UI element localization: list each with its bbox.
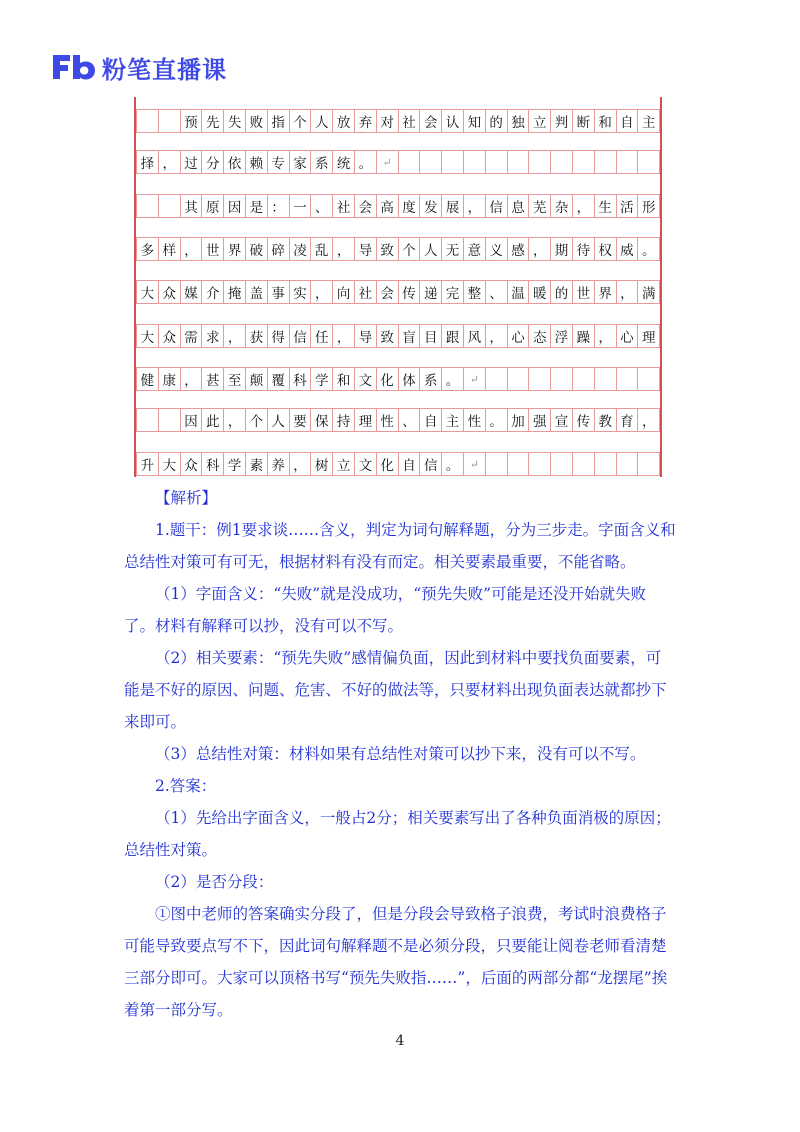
grid-cell	[136, 109, 159, 133]
grid-cell: 众	[180, 452, 203, 476]
grid-cell: 待	[572, 237, 595, 261]
grid-cell: 分	[201, 150, 224, 174]
grid-cell: 预	[180, 109, 203, 133]
fb-logo-icon	[50, 53, 96, 81]
grid-cell: 需	[180, 324, 203, 348]
grid-cell: 温	[507, 280, 530, 304]
grid-cell: 大	[158, 452, 181, 476]
grid-cell: 无	[441, 237, 464, 261]
grid-cell	[463, 150, 486, 174]
grid-cell: 社	[354, 280, 377, 304]
grid-cell: 文	[354, 452, 377, 476]
grid-cell	[616, 452, 639, 476]
grid-cell: 度	[398, 194, 421, 218]
grid-cell: 树	[310, 452, 333, 476]
grid-cell: 赖	[245, 150, 268, 174]
grid-cell	[637, 150, 660, 174]
grid-cell: 求	[201, 324, 224, 348]
grid-row	[136, 109, 660, 133]
analysis-paragraph: （3）总结性对策：材料如果有总结性对策可以抄下来，没有可以不写。	[155, 745, 646, 763]
grid-cell: ，	[289, 452, 312, 476]
grid-cell: 立	[332, 452, 355, 476]
grid-cell: 生	[594, 194, 617, 218]
grid-cell: 学	[223, 452, 246, 476]
grid-cell: ，	[463, 194, 486, 218]
grid-cell: 向	[332, 280, 355, 304]
grid-cell: ，	[572, 194, 595, 218]
grid-cell: 权	[594, 237, 617, 261]
grid-cell: 众	[158, 280, 181, 304]
grid-cell: ，	[180, 237, 203, 261]
grid-cell: 会	[376, 280, 399, 304]
grid-cell: 盖	[245, 280, 268, 304]
grid-cell: 盲	[398, 324, 421, 348]
grid-cell: 态	[528, 324, 551, 348]
grid-cell: 甚	[201, 367, 224, 391]
grid-cell: 致	[376, 324, 399, 348]
grid-cell: 其	[180, 194, 203, 218]
grid-cell: 获	[245, 324, 268, 348]
grid-cell	[594, 452, 617, 476]
grid-cell: ，	[485, 324, 508, 348]
grid-cell	[419, 150, 442, 174]
grid-cell: 信	[419, 452, 442, 476]
grid-cell: 界	[594, 280, 617, 304]
grid-cell: 认	[441, 109, 464, 133]
grid-cell: 体	[398, 367, 421, 391]
grid-cell: 众	[158, 324, 181, 348]
grid-cell: 指	[267, 109, 290, 133]
grid-cell	[528, 367, 551, 391]
grid-cell: 期	[550, 237, 573, 261]
grid-cell: 义	[485, 237, 508, 261]
grid-cell: 感	[507, 237, 530, 261]
grid-cell: 独	[507, 109, 530, 133]
grid-cell: 信	[485, 194, 508, 218]
grid-cell: ，	[158, 150, 181, 174]
grid-cell: 样	[158, 237, 181, 261]
grid-cell: 养	[267, 452, 290, 476]
brand-logo	[50, 50, 227, 84]
grid-cell: 个	[398, 237, 421, 261]
grid-cell: 保	[310, 408, 333, 432]
grid-cell: 社	[332, 194, 355, 218]
grid-cell: 主	[441, 408, 464, 432]
grid-cell: 大	[136, 324, 159, 348]
grid-cell: 判	[550, 109, 573, 133]
grid-row	[136, 452, 660, 476]
grid-cell: 放	[332, 109, 355, 133]
grid-cell: 发	[419, 194, 442, 218]
grid-cell: 媒	[180, 280, 203, 304]
grid-cell	[158, 408, 181, 432]
analysis-paragraph: （1）先给出字面含义，一般占2分；相关要素写出了各种负面消极的原因；总结性对策。	[124, 809, 671, 859]
grid-cell: 介	[201, 280, 224, 304]
analysis-paragraph: （1）字面含义：“失败”就是没成功，“预先失败”可能是还没开始就失败了。材料有解释可以抄，没有可以不写。	[124, 585, 647, 635]
grid-cell: 暖	[528, 280, 551, 304]
grid-cell: 个	[289, 109, 312, 133]
grid-cell: 理	[354, 408, 377, 432]
grid-cell: 自	[616, 109, 639, 133]
grid-cell: 统	[332, 150, 355, 174]
analysis-heading: 【解析】	[155, 489, 218, 507]
grid-cell: 。	[441, 367, 464, 391]
grid-cell: 和	[594, 109, 617, 133]
grid-cell: 知	[463, 109, 486, 133]
grid-cell: 风	[463, 324, 486, 348]
grid-cell	[528, 150, 551, 174]
grid-cell: 过	[180, 150, 203, 174]
analysis-paragraph: ①图中老师的答案确实分段了，但是分段会导致格子浪费，考试时浪费格子可能导致要点写不下，因此词句解释题不是必须分段，只要能让阅卷老师看清楚三部分即可。大家可以顶格书写“预先失败指……”，后面的两部分都“龙摆尾”挨着第一部分写。	[124, 905, 668, 1019]
grid-cell: 家	[289, 150, 312, 174]
grid-cell: ↵	[463, 452, 486, 476]
grid-cell: 育	[616, 408, 639, 432]
grid-cell: 信	[289, 324, 312, 348]
grid-cell: ，	[528, 237, 551, 261]
grid-cell	[594, 367, 617, 391]
grid-cell: ，	[616, 280, 639, 304]
grid-cell: 至	[223, 367, 246, 391]
grid-cell: 实	[289, 280, 312, 304]
grid-cell: 专	[267, 150, 290, 174]
grid-cell: 事	[267, 280, 290, 304]
grid-cell: 的	[485, 109, 508, 133]
grid-cell: 社	[398, 109, 421, 133]
grid-cell: 跟	[441, 324, 464, 348]
grid-cell: 升	[136, 452, 159, 476]
grid-cell	[136, 408, 159, 432]
grid-row	[136, 237, 660, 261]
grid-cell: 世	[572, 280, 595, 304]
grid-cell	[550, 367, 573, 391]
grid-cell: ，	[637, 408, 660, 432]
grid-cell: 康	[158, 367, 181, 391]
grid-cell	[441, 150, 464, 174]
grid-cell: ，	[223, 324, 246, 348]
grid-cell: 系	[419, 367, 442, 391]
grid-cell	[637, 367, 660, 391]
grid-cell: 自	[419, 408, 442, 432]
grid-cell: 递	[419, 280, 442, 304]
brand-name: 粉笔直播课	[102, 55, 227, 84]
grid-cell: 得	[267, 324, 290, 348]
grid-cell	[507, 150, 530, 174]
grid-cell: 杂	[550, 194, 573, 218]
grid-cell	[572, 367, 595, 391]
grid-cell: 依	[223, 150, 246, 174]
grid-cell: 理	[637, 324, 660, 348]
grid-cell: 自	[398, 452, 421, 476]
grid-cell: 一	[289, 194, 312, 218]
grid-row	[136, 408, 660, 432]
grid-cell: 个	[245, 408, 268, 432]
grid-cell	[136, 194, 159, 218]
grid-cell: 和	[332, 367, 355, 391]
grid-cell: 系	[310, 150, 333, 174]
grid-row	[136, 324, 660, 348]
grid-cell: 乱	[310, 237, 333, 261]
grid-cell	[616, 150, 639, 174]
grid-cell: 立	[528, 109, 551, 133]
grid-cell	[528, 452, 551, 476]
grid-cell: 性	[463, 408, 486, 432]
grid-cell: 持	[332, 408, 355, 432]
grid-row	[136, 150, 660, 174]
grid-cell: 凌	[289, 237, 312, 261]
grid-cell: 意	[463, 237, 486, 261]
grid-cell: 、	[310, 194, 333, 218]
grid-cell: 。	[354, 150, 377, 174]
grid-cell: ：	[267, 194, 290, 218]
grid-cell: ，	[180, 367, 203, 391]
analysis-paragraph: （2）是否分段：	[155, 873, 274, 891]
grid-cell: 芜	[528, 194, 551, 218]
grid-cell: 素	[245, 452, 268, 476]
grid-cell: 失	[223, 109, 246, 133]
grid-cell: 界	[223, 237, 246, 261]
grid-cell: 目	[419, 324, 442, 348]
grid-cell: 致	[376, 237, 399, 261]
grid-row	[136, 367, 660, 391]
grid-cell: 加	[507, 408, 530, 432]
grid-cell: 弃	[354, 109, 377, 133]
page-number: 4	[395, 1033, 405, 1049]
grid-cell	[616, 367, 639, 391]
grid-cell: 化	[376, 452, 399, 476]
grid-cell: 多	[136, 237, 159, 261]
grid-cell	[485, 452, 508, 476]
grid-cell: 是	[245, 194, 268, 218]
answer-grid-sheet	[134, 97, 662, 477]
grid-row	[136, 194, 660, 218]
grid-cell: ↵	[376, 150, 399, 174]
grid-cell	[398, 150, 421, 174]
grid-cell: 的	[550, 280, 573, 304]
grid-cell: 展	[441, 194, 464, 218]
grid-cell: 、	[398, 408, 421, 432]
grid-cell: ，	[332, 237, 355, 261]
grid-cell: 满	[637, 280, 660, 304]
grid-cell: ，	[223, 408, 246, 432]
grid-cell	[158, 109, 181, 133]
grid-cell: 性	[376, 408, 399, 432]
analysis-section	[124, 482, 676, 1026]
grid-cell	[485, 367, 508, 391]
grid-cell	[637, 452, 660, 476]
grid-cell: 传	[398, 280, 421, 304]
grid-cell: 断	[572, 109, 595, 133]
grid-cell: 要	[289, 408, 312, 432]
grid-cell: 大	[136, 280, 159, 304]
grid-cell: ，	[594, 324, 617, 348]
grid-cell	[507, 367, 530, 391]
grid-cell: 文	[354, 367, 377, 391]
grid-cell	[594, 150, 617, 174]
grid-cell: 科	[201, 452, 224, 476]
grid-cell: 会	[419, 109, 442, 133]
grid-cell: 破	[245, 237, 268, 261]
grid-cell: 。	[441, 452, 464, 476]
grid-cell: 掩	[223, 280, 246, 304]
grid-cell: 碎	[267, 237, 290, 261]
grid-cell: 世	[201, 237, 224, 261]
grid-cell	[550, 150, 573, 174]
grid-cell	[158, 194, 181, 218]
grid-cell: 整	[463, 280, 486, 304]
grid-cell: 心	[507, 324, 530, 348]
grid-cell: 息	[507, 194, 530, 218]
grid-cell: 高	[376, 194, 399, 218]
grid-cell: 形	[637, 194, 660, 218]
grid-cell: 宣	[550, 408, 573, 432]
grid-cell: 科	[289, 367, 312, 391]
grid-cell: 因	[180, 408, 203, 432]
grid-cell: 人	[267, 408, 290, 432]
grid-cell: 败	[245, 109, 268, 133]
grid-cell: 浮	[550, 324, 573, 348]
grid-cell: 威	[616, 237, 639, 261]
grid-cell: 强	[528, 408, 551, 432]
grid-cell: 躁	[572, 324, 595, 348]
grid-cell: 学	[310, 367, 333, 391]
grid-cell	[485, 150, 508, 174]
grid-cell: 心	[616, 324, 639, 348]
grid-cell: 主	[637, 109, 660, 133]
grid-cell	[572, 150, 595, 174]
grid-cell: 导	[354, 324, 377, 348]
grid-cell: 健	[136, 367, 159, 391]
analysis-paragraph: （2）相关要素：“预先失败”感情偏负面，因此到材料中要找负面要素，可能是不好的原因、问题、危害、不好的做法等，只要材料出现负面表达就都抄下来即可。	[124, 649, 667, 731]
grid-row	[136, 280, 660, 304]
grid-cell: 因	[223, 194, 246, 218]
grid-cell: 原	[201, 194, 224, 218]
analysis-paragraph: 2.答案：	[155, 777, 217, 795]
grid-cell: ，	[332, 324, 355, 348]
grid-cell: ↵	[463, 367, 486, 391]
grid-cell: 人	[310, 109, 333, 133]
grid-cell: 颠	[245, 367, 268, 391]
grid-cell: 、	[485, 280, 508, 304]
grid-cell: 。	[637, 237, 660, 261]
grid-cell: 导	[354, 237, 377, 261]
grid-cell: 化	[376, 367, 399, 391]
grid-cell: 任	[310, 324, 333, 348]
grid-cell: 此	[201, 408, 224, 432]
grid-cell	[550, 452, 573, 476]
grid-cell	[507, 452, 530, 476]
grid-cell: 对	[376, 109, 399, 133]
grid-cell: 活	[616, 194, 639, 218]
grid-cell: 人	[419, 237, 442, 261]
grid-cell: 。	[485, 408, 508, 432]
grid-cell: 传	[572, 408, 595, 432]
grid-cell: 择	[136, 150, 159, 174]
grid-cell: ，	[310, 280, 333, 304]
analysis-paragraph: 1.题干：例1要求谈……含义，判定为词句解释题，分为三步走。字面含义和总结性对策可有可无，根据材料有没有而定。相关要素最重要，不能省略。	[124, 521, 676, 571]
grid-cell: 完	[441, 280, 464, 304]
grid-cell	[572, 452, 595, 476]
grid-cell: 先	[201, 109, 224, 133]
grid-cell: 覆	[267, 367, 290, 391]
grid-cell: 会	[354, 194, 377, 218]
grid-cell: 教	[594, 408, 617, 432]
